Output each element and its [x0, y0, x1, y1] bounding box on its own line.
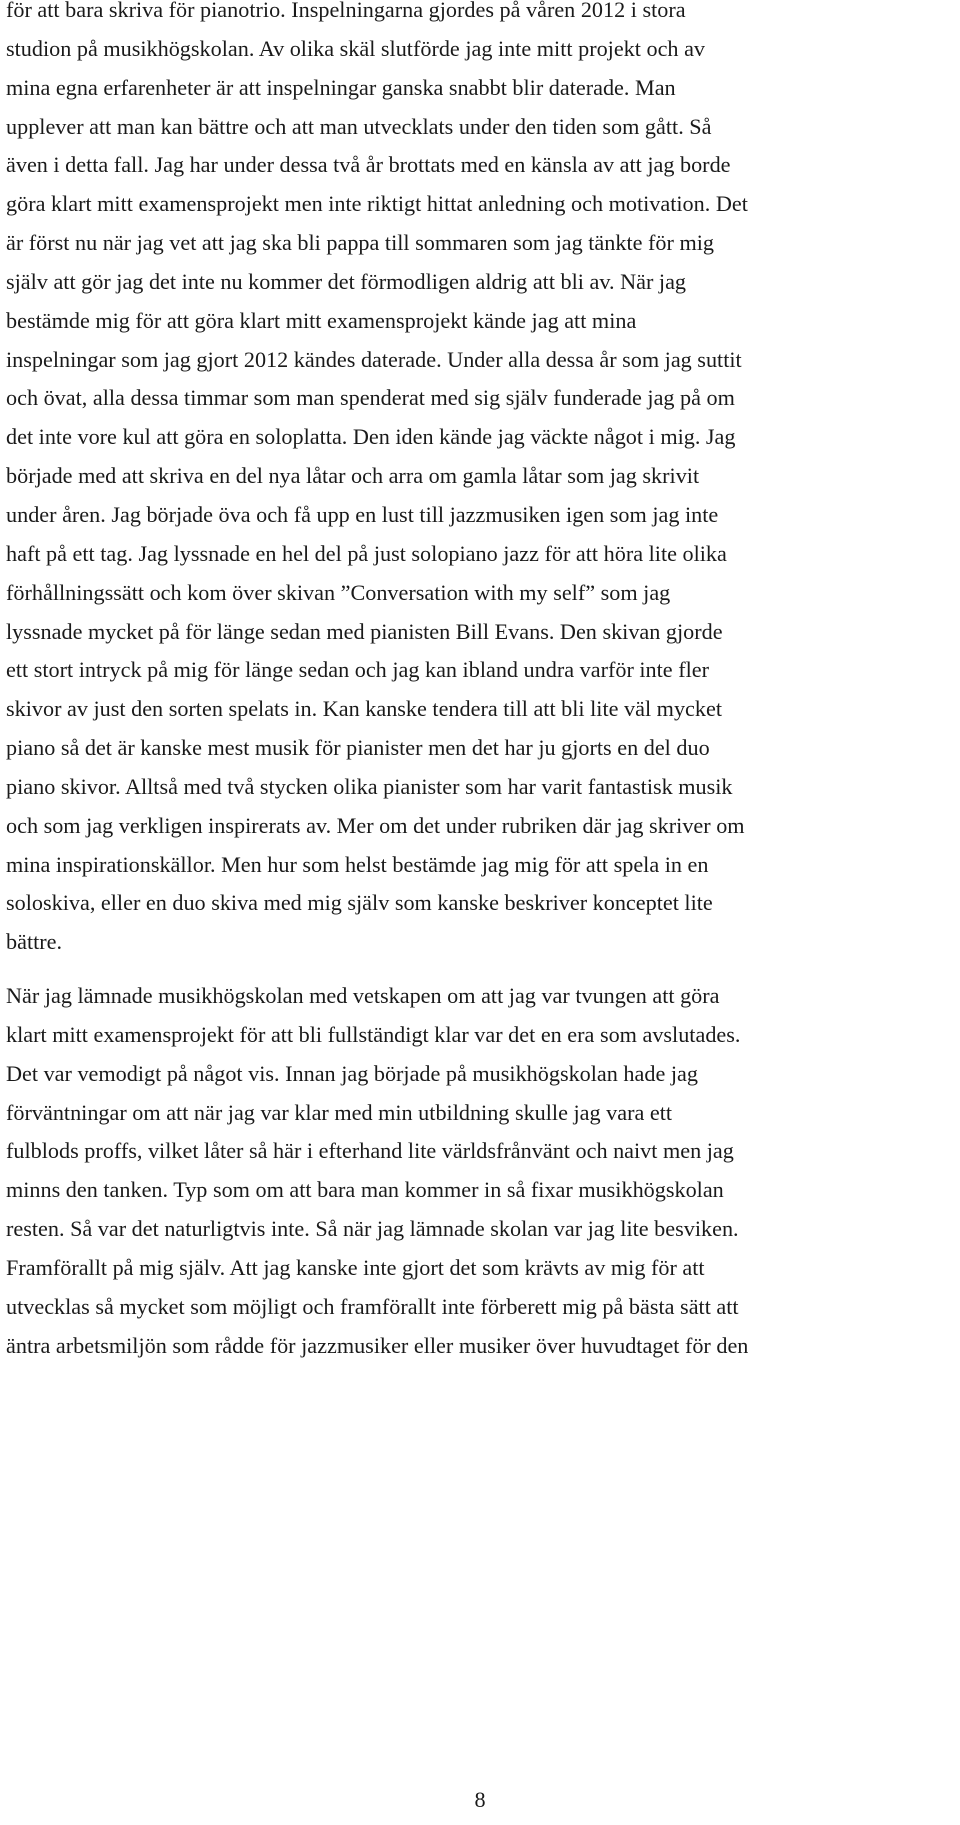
- body-text: [6, 0, 946, 1366]
- text-line: soloskiva, eller en duo skiva med mig själv som kanske beskriver konceptet lite: [6, 890, 713, 916]
- paragraph: [6, 977, 946, 1365]
- text-line: ett stort intryck på mig för länge sedan och jag kan ibland undra varför inte fler: [6, 657, 709, 683]
- text-line: utvecklas så mycket som möjligt och framförallt inte förberett mig på bästa sätt att: [6, 1293, 739, 1319]
- text-line: förhållningssätt och kom över skivan ”Conversation with my self” som jag: [6, 579, 671, 605]
- text-line: skivor av just den sorten spelats in. Kan kanske tendera till att bli lite väl mycket: [6, 696, 722, 722]
- text-line: det inte vore kul att göra en soloplatta. Den iden kände jag väckte något i mig. Jag: [6, 424, 736, 450]
- text-line: resten. Så var det naturligtvis inte. Så när jag lämnade skolan var jag lite besviken.: [6, 1216, 739, 1242]
- paragraph: [6, 0, 946, 962]
- text-line: bättre.: [6, 929, 63, 955]
- text-line: förväntningar om att när jag var klar med min utbildning skulle jag vara ett: [6, 1099, 673, 1125]
- text-line: mina egna erfarenheter är att inspelningar ganska snabbt blir daterade. Man: [6, 74, 676, 100]
- text-line: inspelningar som jag gjort 2012 kändes daterade. Under alla dessa år som jag suttit: [6, 346, 742, 372]
- text-line: under åren. Jag började öva och få upp en lust till jazzmusiken igen som jag inte: [6, 501, 719, 527]
- text-line: När jag lämnade musikhögskolan med vetskapen om att jag var tvungen att göra: [6, 983, 720, 1009]
- text-line: började med att skriva en del nya låtar och arra om gamla låtar som jag skrivit: [6, 463, 700, 489]
- text-line: Framförallt på mig själv. Att jag kanske inte gjort det som krävts av mig för att: [6, 1255, 705, 1280]
- text-line: för att bara skriva för pianotrio. Inspelningarna gjordes på våren 2012 i stora: [6, 0, 686, 22]
- text-line: och som jag verkligen inspirerats av. Mer om det under rubriken där jag skriver om: [6, 812, 745, 838]
- text-line: minns den tanken. Typ som om att bara man kommer in så fixar musikhögskolan: [6, 1177, 724, 1203]
- text-line: Det var vemodigt på något vis. Innan jag började på musikhögskolan hade jag: [6, 1060, 698, 1086]
- text-line: piano så det är kanske mest musik för pianister men det har ju gjorts en del duo: [6, 735, 710, 761]
- text-line: och övat, alla dessa timmar som man spenderat med sig själv funderade jag på om: [6, 385, 735, 411]
- text-line: är först nu när jag vet att jag ska bli pappa till sommaren som jag tänkte för mig: [6, 230, 714, 256]
- text-line: även i detta fall. Jag har under dessa två år brottats med en känsla av att jag borde: [6, 152, 731, 178]
- text-line: fulblods proffs, vilket låter så här i efterhand lite världsfrånvänt och naivt men jag: [6, 1138, 734, 1164]
- text-line: klart mitt examensprojekt för att bli fullständigt klar var det en era som avslutades.: [6, 1021, 741, 1047]
- text-line: lyssnade mycket på för länge sedan med pianisten Bill Evans. Den skivan gjorde: [6, 618, 723, 644]
- text-line: bestämde mig för att göra klart mitt examensprojekt kände jag att mina: [6, 307, 637, 333]
- text-line: haft på ett tag. Jag lyssnade en hel del på just solopiano jazz för att höra lite olika: [6, 540, 727, 566]
- text-line: piano skivor. Alltså med två stycken olika pianister som har varit fantastisk musik: [6, 773, 733, 799]
- text-line: mina inspirationskällor. Men hur som helst bestämde jag mig för att spela in en: [6, 851, 709, 877]
- text-line: själv att gör jag det inte nu kommer det förmodligen aldrig att bli av. När jag: [6, 268, 687, 294]
- text-line: göra klart mitt examensprojekt men inte riktigt hittat anledning och motivation. Det: [6, 191, 748, 217]
- text-line: äntra arbetsmiljön som rådde för jazzmusiker eller musiker över huvudtaget för den: [6, 1332, 749, 1358]
- text-line: upplever att man kan bättre och att man utvecklats under den tiden som gått. Så: [6, 113, 712, 139]
- page-number: 8: [474, 1787, 486, 1812]
- text-line: studion på musikhögskolan. Av olika skäl slutförde jag inte mitt projekt och av: [6, 35, 706, 61]
